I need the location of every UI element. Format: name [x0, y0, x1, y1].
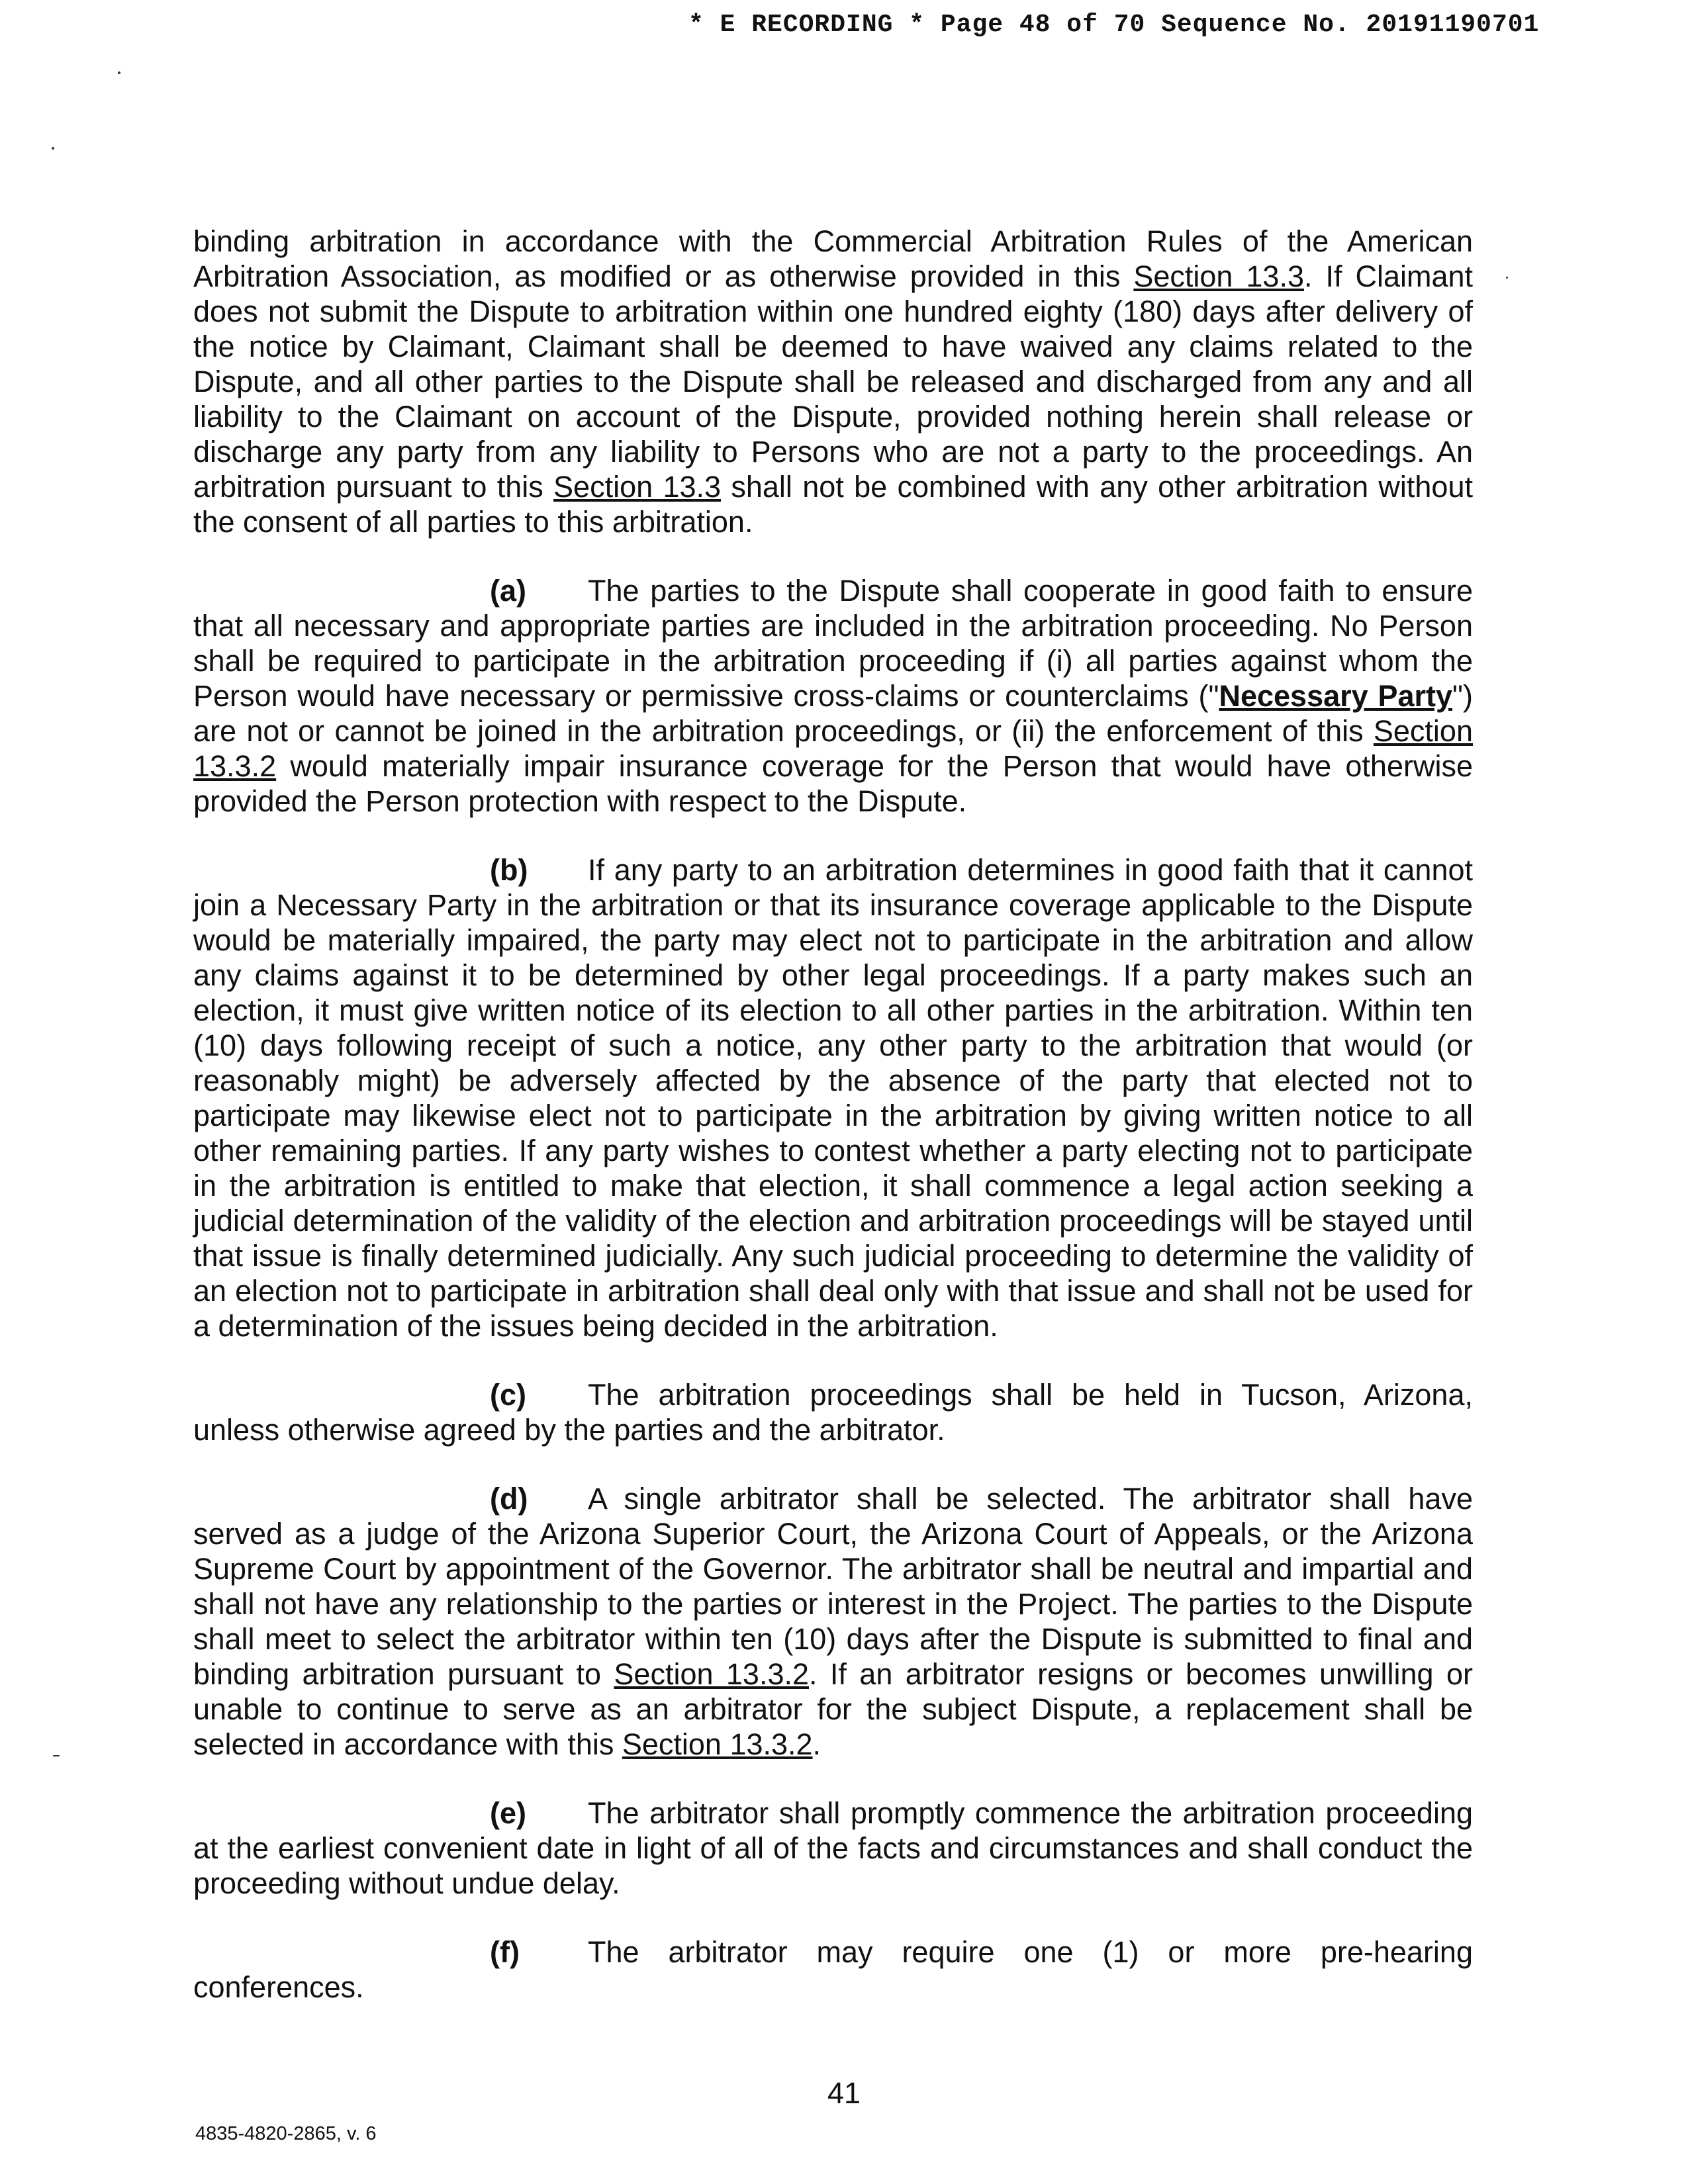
section-reference: Section 13.3.2 — [622, 1727, 813, 1761]
paragraph-label: (c) — [490, 1378, 526, 1412]
paragraph-e — [193, 1796, 1473, 1901]
section-reference: Section 13.3 — [1133, 259, 1304, 293]
recording-header: * E RECORDING * Page 48 of 70 Sequence No. 20191190701 — [688, 11, 1540, 39]
section-reference: Section 13.3.2 — [614, 1657, 810, 1691]
intro-text-2: . If Claimant does not submit the Dispute to arbitration within one hundred eighty (180) days after delivery of the notice by Claimant, Claimant shall be deemed to have waived any claims related to the Dispute, and all other parties to the Dispute shall be released and discharged from any and all liability to the Claimant on account of the Dispute, provided nothing herein shall release or discharge any party from any liability to Persons who are not a party to the proceedings. An arbitration pursuant to this — [193, 259, 1474, 504]
paragraph-d — [193, 1481, 1473, 1762]
section-reference: Section 13.3 — [553, 470, 722, 504]
scan-speck — [118, 71, 120, 74]
paragraph-label: (a) — [490, 574, 526, 608]
section-reference: Section 13.3.2 — [193, 714, 1473, 783]
paragraph-d-text-3: . — [812, 1727, 821, 1761]
paragraph-c — [193, 1377, 1473, 1447]
paragraph-e-text: The arbitrator shall promptly commence the arbitration proceeding at the earliest convenient date in light of all of the facts and circumstances and shall conduct the proceeding without undue delay. — [193, 1796, 1473, 1900]
intro-paragraph — [193, 224, 1473, 539]
paragraph-label: (d) — [490, 1482, 528, 1516]
paragraph-a-text-3: would materially impair insurance coverage for the Person that would have otherwise provided the Person protection with respect to the Dispute. — [193, 749, 1473, 818]
paragraph-a-text-1: The parties to the Dispute shall cooperate in good faith to ensure that all necessary and appropriate parties are included in the arbitration proceeding. No Person shall be required to participate in the arbitration proceeding if (i) all parties against whom the Person would have necessary or permissive cross-claims or counterclaims (" — [193, 574, 1473, 713]
document-body — [193, 224, 1473, 2038]
paragraph-c-text: The arbitration proceedings shall be held in Tucson, Arizona, unless otherwise agreed by the parties and the arbitrator. — [193, 1378, 1473, 1447]
scan-speck — [52, 147, 54, 150]
paragraph-f — [193, 1934, 1473, 2005]
paragraph-label: (f) — [490, 1935, 520, 1969]
paragraph-label: (b) — [490, 853, 528, 887]
page-number: 41 — [827, 2076, 861, 2110]
intro-text-1: binding arbitration in accordance with the Commercial Arbitration Rules of the American Arbitration Association, as modified or as otherwise provided in this — [193, 224, 1473, 293]
defined-term: Necessary Party — [1219, 679, 1453, 713]
paragraph-a — [193, 573, 1473, 819]
paragraph-label: (e) — [490, 1796, 526, 1830]
paragraph-b-text: If any party to an arbitration determines in good faith that it cannot join a Necessary Party in the arbitration or that its insurance coverage applicable to the Dispute would be materially impaired, the party may elect not to participate in the arbitration and allow any claims against it to be determined by other legal proceedings. If a party makes such an election, it must give written notice of its election to all other parties in the arbitration. Within ten (10) days following receipt of such a notice, any other party to the arbitration that would (or reasonably might) be adversely affected by the absence of the party that elected not to participate may likewise elect not to participate in the arbitration by giving written notice to all other remaining parties. If any party wishes to contest whether a party electing not to participate in the arbitration is entitled to make that election, it shall commence a legal action seeking a judicial determination of the validity of the election and arbitration proceedings will be stayed until that issue is finally determined judicially. Any such judicial proceeding to determine the validity of an election not to participate in arbitration shall deal only with that issue and shall not be used for a determination of the issues being decided in the arbitration. — [193, 853, 1473, 1343]
intro-text-3: shall not be combined with any other arbitration without the consent of all parties to this arbitration. — [193, 470, 1473, 539]
document-id: 4835-4820-2865, v. 6 — [195, 2123, 377, 2144]
paragraph-d-text-1: A single arbitrator shall be selected. The arbitrator shall have served as a judge of the Arizona Superior Court, the Arizona Court of Appeals, or the Arizona Supreme Court by appointment of the Governor. The arbitrator shall be neutral and impartial and shall not have any relationship to the parties or interest in the Project. The parties to the Dispute shall meet to select the arbitrator within ten (10) days after the Dispute is submitted to final and binding arbitration pursuant to — [193, 1482, 1473, 1691]
paragraph-b — [193, 852, 1473, 1343]
paragraph-f-text: The arbitrator may require one (1) or more pre-hearing conferences. — [193, 1935, 1473, 2004]
scan-speck — [1506, 277, 1508, 279]
scan-speck — [53, 1755, 60, 1756]
paragraph-d-text-2: . If an arbitrator resigns or becomes unwilling or unable to continue to serve as an arbitrator for the subject Dispute, a replacement shall be selected in accordance with this — [193, 1657, 1473, 1761]
paragraph-a-text-2: ") are not or cannot be joined in the arbitration proceedings, or (ii) the enforcement of this — [193, 679, 1473, 748]
